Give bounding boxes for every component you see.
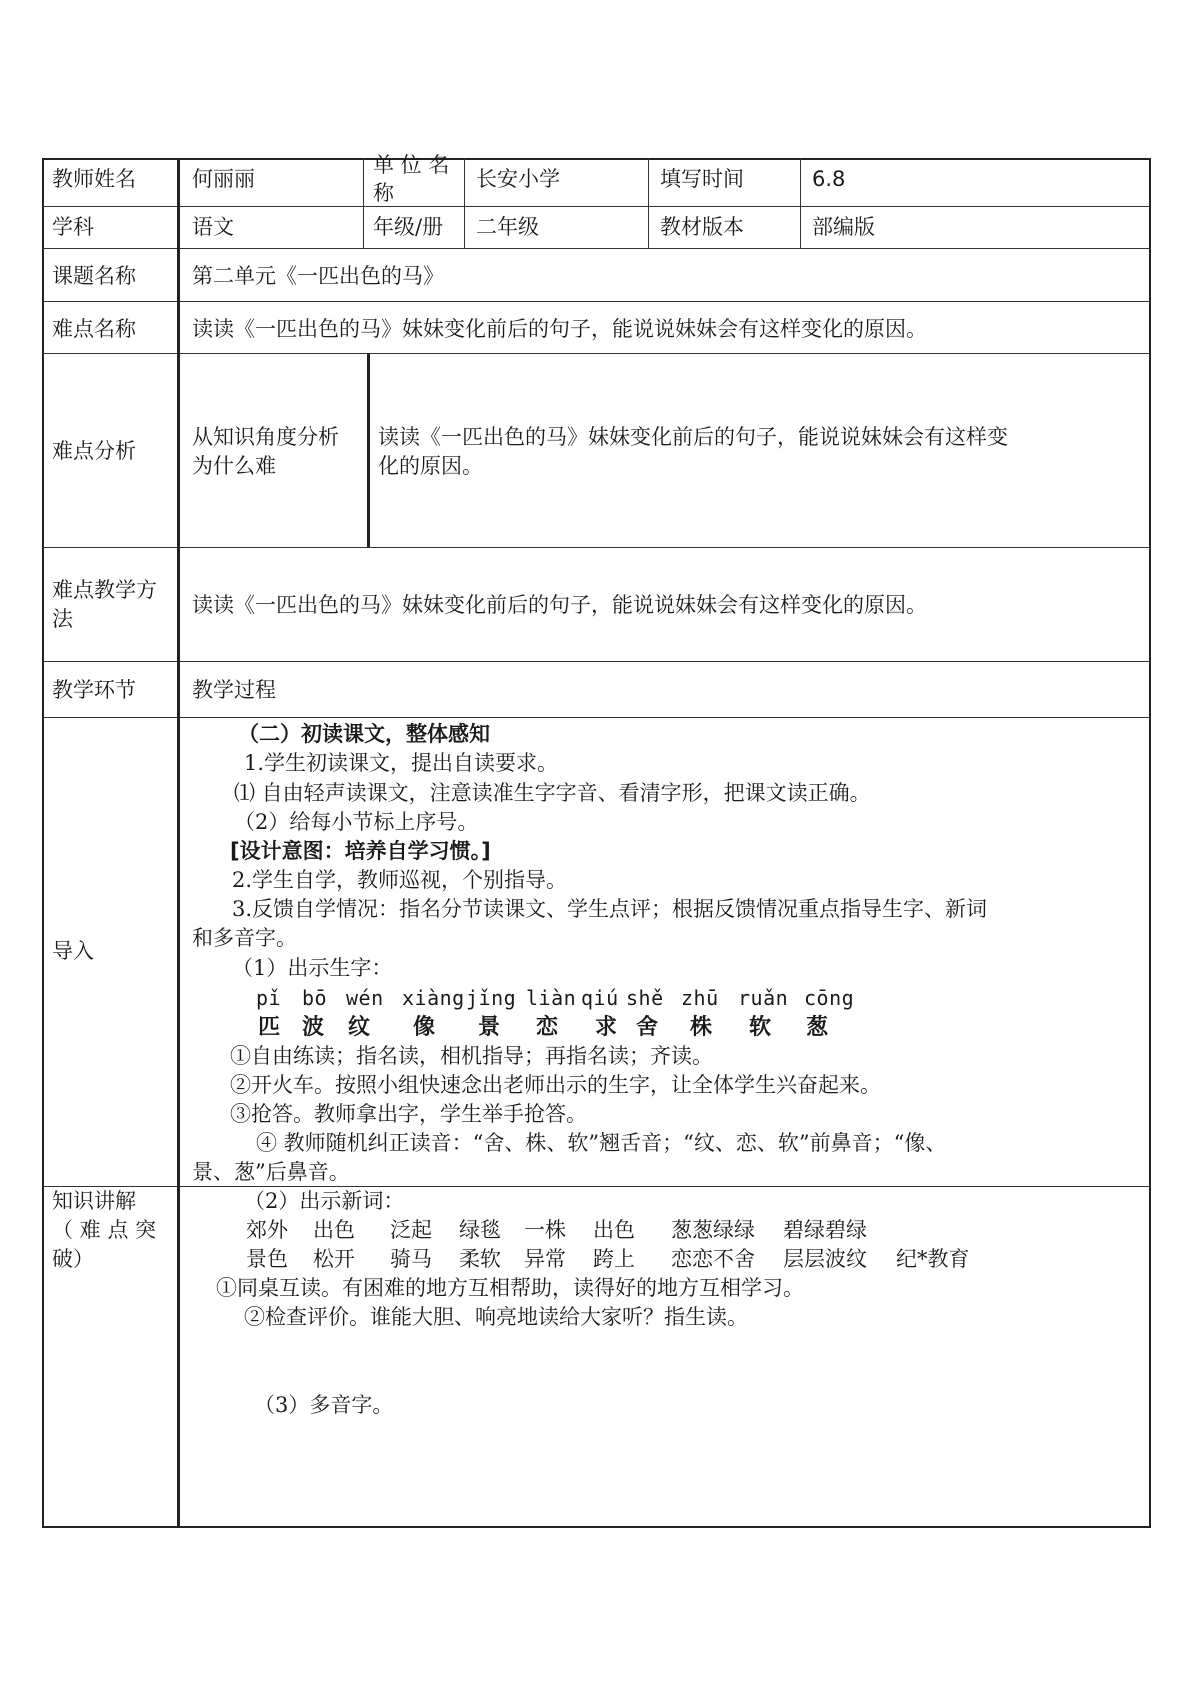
knowledge-step: ②检查评价。谁能大胆、响亮地读给大家听？指生读。 [244,1305,748,1329]
intro-line: 1.学生初读课文，提出自读要求。 [244,751,559,775]
difficulty-value: 读读《一匹出色的马》妹妹变化前后的句子，能说说妹妹会有这样变化的原因。 [192,317,927,341]
intro-line: （2）给每小节标上序号。 [234,810,479,834]
column-divider [648,158,649,248]
intro-label: 导入 [52,939,94,963]
intro-line: ⑴ 自由轻声读课文，注意读准生字字音、看清字形，把课文读正确。 [234,781,871,805]
method-label: 难点教学方 [52,578,157,602]
analysis-sub-label-cont: 为什么难 [192,454,276,478]
unit-label-cont: 称 [373,181,394,205]
new-words-heading: （2）出示新词： [244,1189,405,1213]
subject-label: 学科 [52,215,94,239]
date-value: 6.8 [812,167,846,191]
word: 一株 [524,1218,566,1242]
word: 骑马 [390,1247,432,1271]
intro-step: ①自由练读；指名读，相机指导；再指名读；齐读。 [230,1044,713,1068]
knowledge-label-cont: （ 难 点 突 [52,1218,157,1242]
subject-value: 语文 [192,215,234,239]
intro-line: 和多音字。 [192,926,297,950]
teacher-label: 教师姓名 [52,167,136,191]
intro-step: ②开火车。按照小组快速念出老师出示的生字，让全体学生兴奋起来。 [230,1073,881,1097]
column-divider [177,158,180,1528]
pinyin: jǐng [466,986,517,1010]
row-divider [42,353,1151,354]
intro-step: ④ 教师随机纠正读音：“舍、株、软”翘舌音；“纹、恋、软”前鼻音；“像、 [256,1131,947,1155]
analysis-label: 难点分析 [52,439,136,463]
word: 泛起 [390,1218,432,1242]
intro-line: （1）出示生字： [232,956,393,980]
row-divider [42,206,1151,207]
pinyin: qiú [581,986,619,1010]
character: 舍 [636,1015,660,1040]
word: 层层波纹 [783,1247,867,1271]
pinyin: ruǎn [738,986,789,1010]
word: 景色 [246,1247,288,1271]
edition-value: 部编版 [812,215,875,239]
pinyin: pǐ [256,986,282,1010]
pinyin: wén [346,986,384,1010]
column-divider [800,158,801,248]
word: 恋恋不舍 [671,1247,755,1271]
word: 异常 [524,1247,566,1271]
row-divider [42,301,1151,302]
character: 像 [413,1015,437,1040]
character: 葱 [806,1015,830,1040]
teacher-name: 何丽丽 [192,167,255,191]
word: 柔软 [459,1247,501,1271]
word: 出色 [313,1218,355,1242]
intro-heading: （二）初读课文，整体感知 [238,722,490,746]
character: 求 [595,1015,619,1040]
character: 匹 [258,1015,282,1040]
grade-value: 二年级 [476,215,539,239]
analysis-value-cont: 化的原因。 [378,454,483,478]
knowledge-step: （3）多音字。 [254,1393,394,1417]
pinyin: shě [626,986,664,1010]
column-divider [367,353,370,547]
column-divider [363,158,364,248]
process-label: 教学过程 [192,678,276,702]
edition-label: 教材版本 [660,215,744,239]
row-divider [42,248,1151,249]
analysis-sub-label: 从知识角度分析 [192,425,339,449]
date-label: 填写时间 [660,167,744,191]
topic-label: 课题名称 [52,264,136,288]
word: 碧绿碧绿 [783,1218,867,1242]
word: 纪*教育 [896,1247,970,1271]
character: 景 [478,1015,502,1040]
word: 跨上 [593,1247,635,1271]
school-name: 长安小学 [476,167,560,191]
stage-label: 教学环节 [52,678,136,702]
grade-label: 年级/册 [373,215,444,239]
pinyin: zhū [681,986,719,1010]
knowledge-step: ①同桌互读。有困难的地方互相帮助，读得好的地方互相学习。 [216,1276,804,1300]
word: 葱葱绿绿 [671,1218,755,1242]
intro-line: 2.学生自学，教师巡视，个别指导。 [232,868,568,892]
method-value: 读读《一匹出色的马》妹妹变化前后的句子，能说说妹妹会有这样变化的原因。 [192,593,927,617]
knowledge-label: 知识讲解 [52,1189,136,1213]
pinyin: bō [302,986,328,1010]
knowledge-label-cont: 破） [52,1247,94,1271]
topic-value: 第二单元《一匹出色的马》 [192,264,444,288]
difficulty-label: 难点名称 [52,317,136,341]
pinyin: cōng [804,986,855,1010]
word: 松开 [313,1247,355,1271]
row-divider [42,717,1151,718]
intro-line: 3.反馈自学情况：指名分节读课文、学生点评；根据反馈情况重点指导生字、新词 [232,897,988,921]
character: 波 [302,1015,326,1040]
character: 恋 [536,1015,560,1040]
row-divider [42,661,1151,662]
word: 绿毯 [459,1218,501,1242]
pinyin: xiàng [402,986,465,1010]
column-divider [464,158,465,248]
pinyin: liàn [526,986,577,1010]
character: 软 [749,1015,773,1040]
method-label-cont: 法 [52,607,73,631]
word: 出色 [593,1218,635,1242]
character: 株 [690,1015,714,1040]
design-intent: [设计意图：培养自学习惯。] [230,839,491,863]
character: 纹 [348,1015,372,1040]
unit-label: 单 位 名 [373,153,450,177]
intro-step: 景、葱”后鼻音。 [192,1160,350,1184]
analysis-value: 读读《一匹出色的马》妹妹变化前后的句子，能说说妹妹会有这样变 [378,425,1008,449]
row-divider [42,547,1151,548]
word: 郊外 [246,1218,288,1242]
intro-step: ③抢答。教师拿出字，学生举手抢答。 [230,1102,587,1126]
